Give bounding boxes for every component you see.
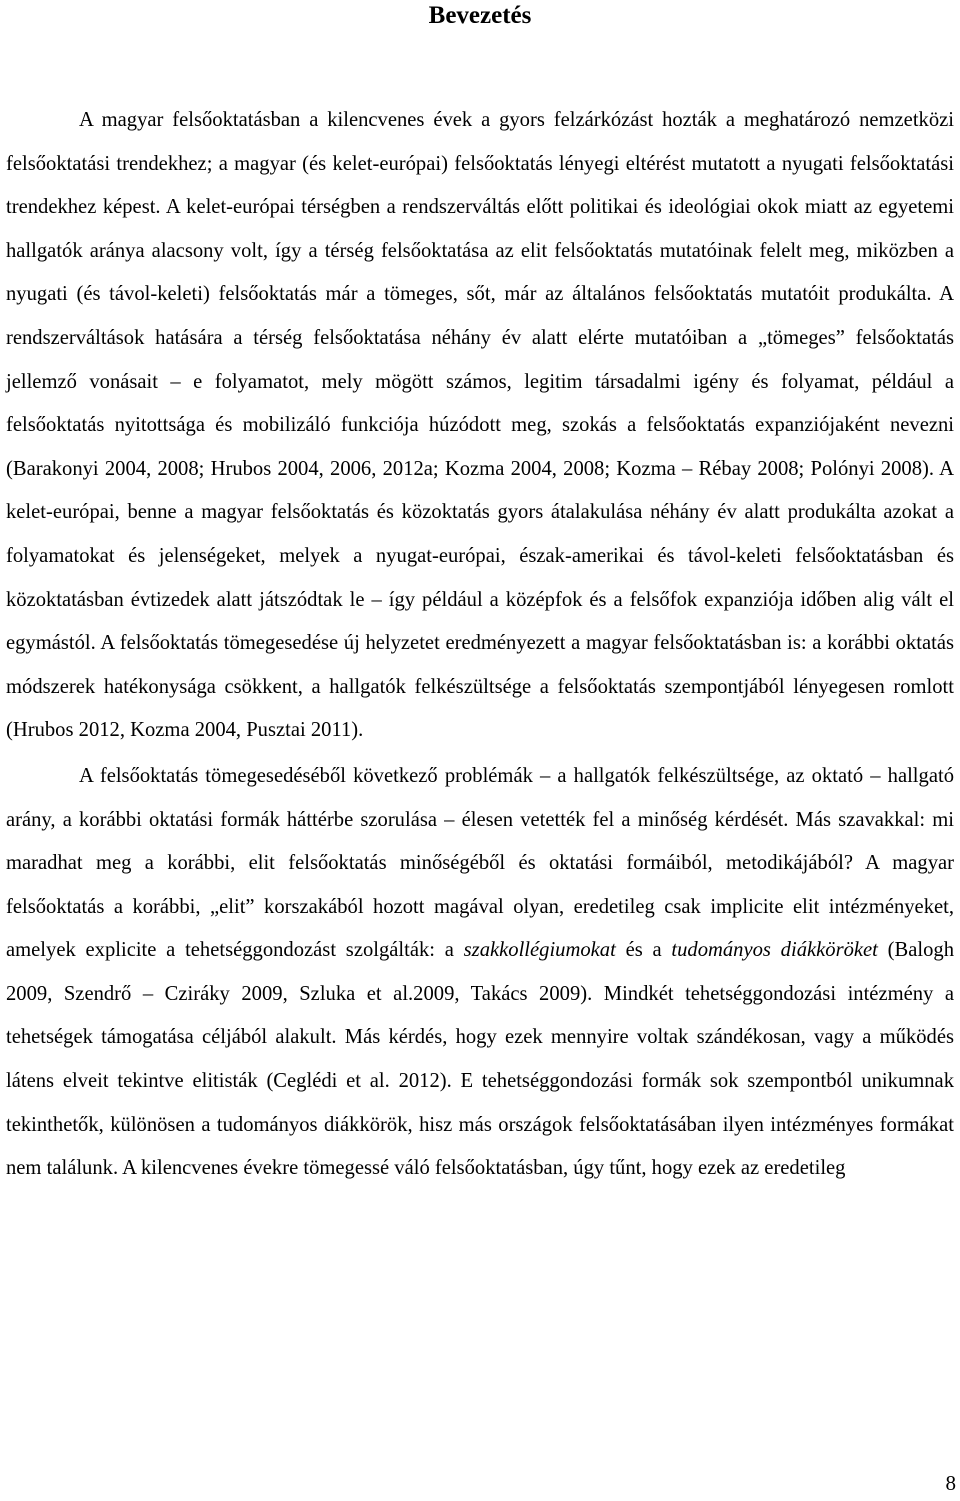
document-page <box>6 0 954 1191</box>
paragraph-text: A magyar felsőoktatásban a kilencvenes évek a gyors felzárkózást hozták a meghatározó nemzetközi felsőoktatási trendekhez; a magyar (és kelet-európai) felsőoktatás lényegi eltérést mutatott a nyugati felsőoktatási trendekhez képest. A kelet-európai térségben a rendszerváltás előtt politikai és ideológiai okok miatt az egyetemi hallgatók aránya alacsony volt, így a térség felsőoktatása az elit felsőoktatás mutatóinak felelt meg, miközben a nyugati (és távol-keleti) felsőoktatás már a tömeges, sőt, már az általános felsőoktatás mutatóit produkálta. A rendszerváltások hatására a térség felsőoktatása néhány év alatt elérte mutatóiban a „tömeges” felsőoktatás jellemző vonásait – e folyamatot, mely mögött számos, legitim társadalmi igény és folyamat, például a felsőoktatás nyitottsága és mobilizáló funkciója húzódott meg, szokás a felsőoktatás expanziójaként nevezni (Barakonyi 2004, 2008; Hrubos 2004, 2006, 2012a; Kozma 2004, 2008; Kozma – Rébay 2008; Polónyi 2008). A kelet-európai, benne a magyar felsőoktatás és közoktatás gyors átalakulása néhány év alatt produkálta azokat a folyamatokat és jelenségeket, melyek a nyugat-európai, észak-amerikai és távol-keleti felsőoktatásban és közoktatásban évtizedek alatt játszódtak le – így például a középfok és a felsőfok expanziója időben alig vált el egymástól. A felsőoktatás tömegesedése új helyzetet eredményezett a magyar felsőoktatásban is: a korábbi oktatás módszerek hatékonysága csökkent, a hallgatók felkészültsége a felsőoktatás szempontjából lényegesen romlott (Hrubos 2012, Kozma 2004, Pusztai 2011). <box>6 109 954 742</box>
italic-term: tudományos diákköröket <box>671 939 878 962</box>
paragraph-text: A felsőoktatás tömegesedéséből következő problémák – a hallgatók felkészültsége, az oktató – hallgató arány, a korábbi oktatási formák háttérbe szorulása – élesen vetették fel a minőség kérdését. Más szavakkal: mi maradhat meg a korábbi, elit felsőoktatás minőségéből és oktatási formáiból, metodikájából? A magyar felsőoktatás a korábbi, „elit” korszakából hozott magával olyan, eredetileg csak implicite elit intézményeket, amelyek explicite a tehetséggondozást szolgálták: a <box>6 764 954 962</box>
italic-term: szakkollégiumokat <box>463 939 616 962</box>
page-number: 8 <box>945 1471 956 1495</box>
paragraph-2 <box>6 755 954 1191</box>
paragraph-text: és a <box>615 939 672 962</box>
page-title: Bevezetés <box>428 2 532 29</box>
paragraph-1 <box>6 99 954 753</box>
paragraph-text: (Balogh 2009, Szendrő – Cziráky 2009, Szluka et al.2009, Takács 2009). Mindkét tehetséggondozási intézmény a tehetségek támogatása céljából alakult. Más kérdés, hogy ezek mennyire voltak szándékosan, vagy a működés látens elveit tekintve elitisták (Ceglédi et al. 2012). E tehetséggondozási formák sok szempontból unikumnak tekinthetők, különösen a tudományos diákkörök, hisz más országok felsőoktatásában ilyen intézményes formákat nem találunk. A kilencvenes évekre tömegessé váló felsőoktatásban, úgy tűnt, hogy ezek az eredetileg <box>6 939 954 1180</box>
